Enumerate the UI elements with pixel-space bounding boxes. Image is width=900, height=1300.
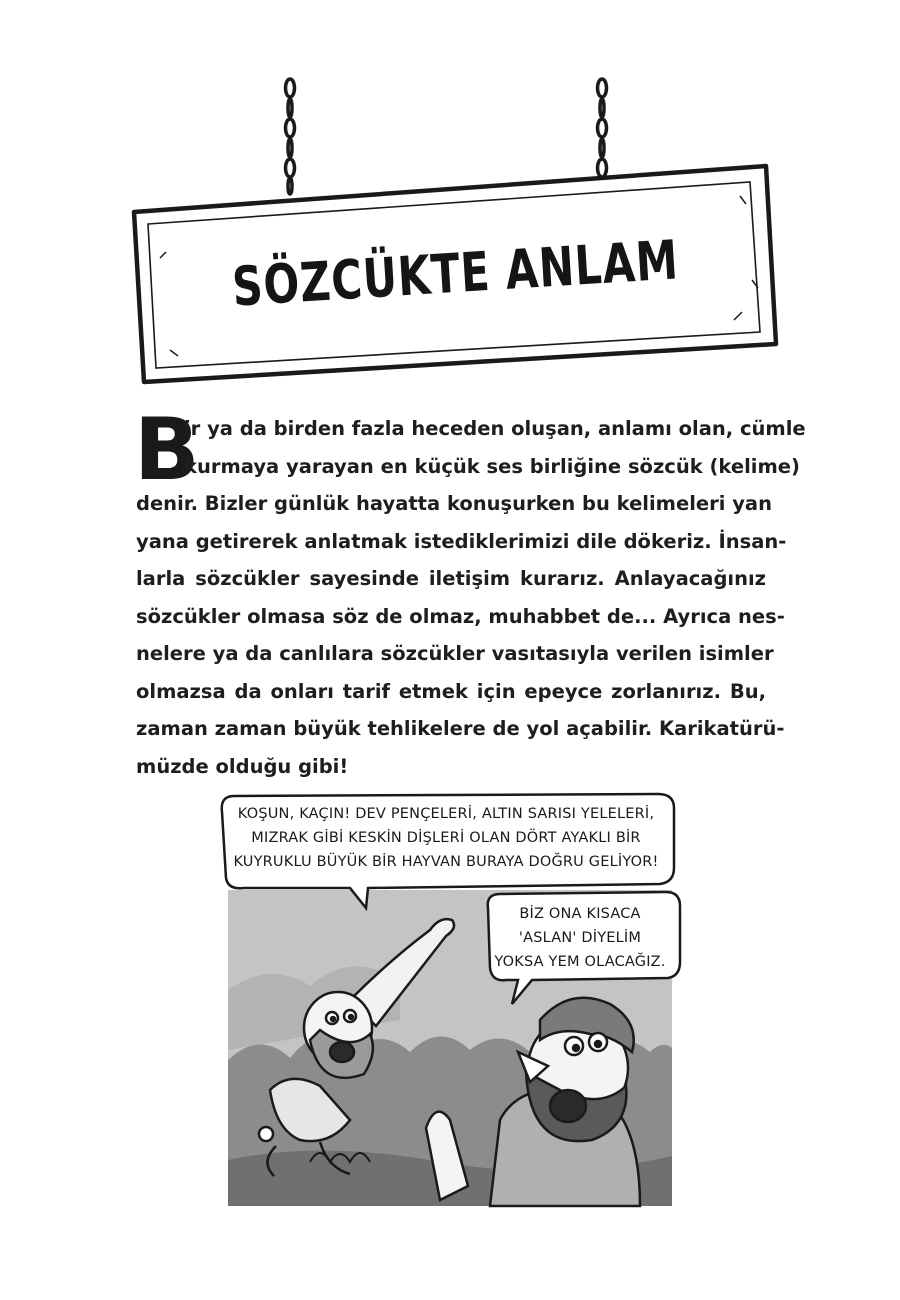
paragraph-line: kurmaya yarayan en küçük ses birliğine sözcük (kelime) — [184, 454, 800, 478]
bubble-line: YOKSA YEM OLACAĞIZ. — [494, 954, 666, 970]
paragraph-line: yana getirerek anlatmak istediklerimizi dile dökeriz. İnsan- — [136, 529, 787, 553]
paragraph-line: denir. Bizler günlük hayatta konuşurken bu kelimeleri yan — [136, 492, 772, 515]
drop-cap: B — [134, 400, 200, 500]
paragraph-line: nelere ya da canlılara sözcükler vasıtasıyla verilen isimler — [136, 642, 774, 665]
speech-bubble-right — [490, 902, 670, 974]
paragraph-line: ir ya da birden fazla heceden oluşan, anlamı olan, cümle — [184, 417, 806, 440]
paragraph-line: larla sözcükler sayesinde iletişim kurarız. Anlayacağınız — [136, 567, 766, 590]
paragraph-line: olmazsa da onları tarif etmek için epeyce zorlanırız. Bu, — [136, 679, 766, 703]
speech-bubble-left — [226, 802, 666, 874]
page-title: SÖZCÜKTE ANLAM — [230, 228, 680, 319]
highlight-term: sözcük (kelime) — [627, 454, 800, 478]
intro-paragraph — [134, 400, 806, 785]
bubble-line: MIZRAK GİBİ KESKİN DİŞLERİ OLAN DÖRT AYAKLI BİR — [251, 830, 641, 846]
paragraph-line: müzde olduğu gibi! — [136, 754, 349, 778]
paragraph-line: zaman zaman büyük tehlikelere de yol açabilir. Karikatürü- — [136, 717, 785, 740]
bubble-line: KUYRUKLU BÜYÜK BİR HAYVAN BURAYA DOĞRU GELİYOR! — [233, 854, 659, 870]
title-sign — [130, 160, 780, 390]
bubble-line: BİZ ONA KISACA — [519, 906, 641, 922]
bubble-line: KOŞUN, KAÇIN! DEV PENÇELERİ, ALTIN SARISI YELELERİ, — [237, 806, 655, 822]
paragraph-line: sözcükler olmasa söz de olmaz, muhabbet de... Ayrıca nes- — [136, 604, 785, 628]
bubble-line: 'ASLAN' DİYELİM — [518, 930, 642, 946]
cartoon-illustration — [200, 790, 688, 1210]
